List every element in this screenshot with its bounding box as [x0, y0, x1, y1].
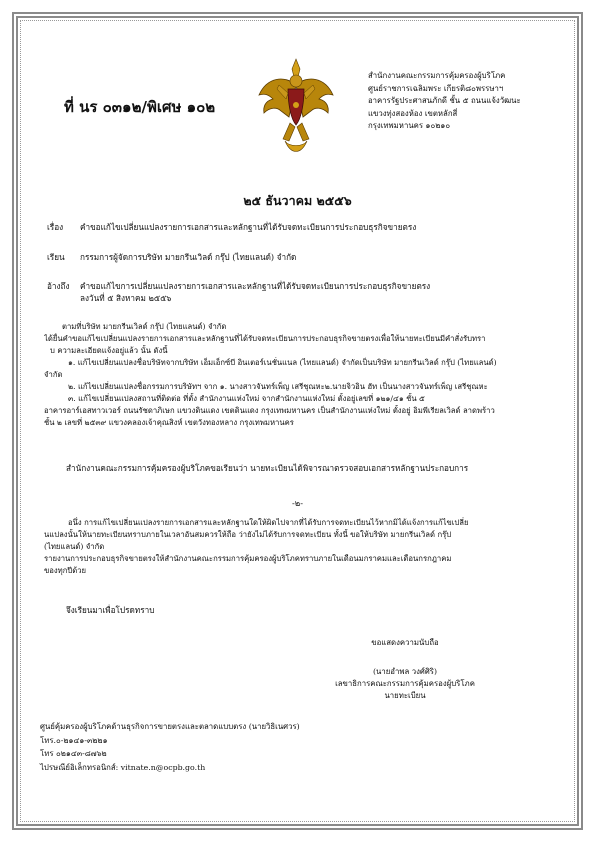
page-marker: -๒- [292, 498, 303, 508]
body-paragraph-2: สำนักงานคณะกรรมการคุ้มครองผู้บริโภคขอเรียนว่า นายทะเบียนได้พิจารณาตรวจสอบเอกสารหลักฐานประกอบการ [66, 463, 469, 473]
agency-line-1: สำนักงานคณะกรรมการคุ้มครองผู้บริโภค [368, 71, 506, 80]
footer-email: ไปรษณีย์อิเล็กทรอนิกส์: vitnate.n@ocpb.go.th [40, 762, 206, 772]
body1-line: ๓. แก้ไขเปลี่ยนแปลงสถานที่ติดต่อ ที่ตั้ง สำนักงานแห่งใหม่ จากสำนักงานแห่งใหม่ ตั้งอยู่เลขที่ ๑๒๑/๔๑ ชั้น ๕ [68, 394, 425, 403]
signature-title-1: เลขาธิการคณะกรรมการคุ้มครองผู้บริโภค [335, 679, 475, 688]
ref-line-1: คำขอแก้ไขการเปลี่ยนแปลงรายการเอกสารและหลักฐานที่ได้รับจดทะเบียนการประกอบธุรกิจขายตรง [80, 281, 431, 291]
to-text: กรรมการผู้จัดการบริษัท มายกรีนเวิลด์ กรุ๊ป (ไทยแลนด์) จำกัด [80, 252, 297, 262]
body3-line: รายงานการประกอบธุรกิจขายตรงให้สำนักงานคณะกรรมการคุ้มครองผู้บริโภคทราบภายในเดือนมกราคมและเดือนกรกฎาคม [44, 554, 452, 563]
body3-line: (ไทยแลนด์) จำกัด [44, 542, 105, 551]
closing-text: จึงเรียนมาเพื่อโปรดทราบ [66, 605, 155, 615]
body1-line: ได้ยื่นคำขอแก้ไขเปลี่ยนแปลงรายการเอกสารและหลักฐานที่ได้รับจดทะเบียนการประกอบธุรกิจขายตรงเพื่อให้นายทะเบียนมีคำสั่งรับทรา [44, 334, 486, 343]
to-label: เรียน [47, 252, 65, 262]
body1-line: ๑. แก้ไขเปลี่ยนแปลงชื่อบริษัทจากบริษัท เอ็มเอ็กซ์บี อินเตอร์เนชั่นแนล (ไทยแลนด์) จำกัดเป็นบริษัท มายกรีนเวิลด์ กรุ๊ป (ไทยแลนด์) [68, 358, 497, 367]
signature-title-2: นายทะเบียน [384, 691, 426, 700]
agency-address [368, 70, 521, 133]
garuda-emblem-icon [255, 55, 337, 165]
ref-label: อ้างถึง [47, 281, 70, 291]
body1-line: ตามที่บริษัท มายกรีนเวิลด์ กรุ๊ป (ไทยแลนด์) จำกัด [62, 322, 227, 331]
body3-line: ของทุกปีด้วย [44, 566, 87, 575]
body1-line: ๒. แก้ไขเปลี่ยนแปลงชื่อกรรมการบริษัทฯ จาก ๑. นางสาวจันทร์เพ็ญ เสรีชุณหะ๒.นายจิวอิน ฮัท เป็นนางสาวจันทร์เพ็ญ เสรีชุณหะ [68, 382, 488, 391]
body-paragraph-3 [44, 517, 565, 577]
body1-line: ชั้น ๒ เลขที่ ๒๕๓๙ แขวงคลองเจ้าคุณสิงห์ เขตวังทองหลาง กรุงเทพมหานคร [44, 418, 294, 427]
agency-line-2: ศูนย์ราชการเฉลิมพระ เกียรติ๘๐พรรษาฯ [368, 83, 504, 93]
agency-line-5: กรุงเทพมหานคร ๑๐๒๑๐ [368, 121, 451, 131]
footer-fax: โทร ๐๒๑๔๓-๘๗๖๒ [40, 749, 107, 758]
document-number: ที่ นร ๐๓๑๒/พิเศษ ๑๐๒ [64, 98, 216, 116]
document-date: ๒๕ ธันวาคม ๒๕๕๖ [243, 193, 352, 208]
body-paragraph-1 [44, 321, 565, 429]
body3-line: อนึ่ง การแก้ไขเปลี่ยนแปลงรายการเอกสารและหลักฐานใดให้ผิดไปจากที่ได้รับการจดทะเบียนไว้หากมิได้แจ้งการแก้ไขเปลี่ย [68, 518, 469, 527]
ref-line-2: ลงวันที่ ๕ สิงหาคม ๒๕๕๖ [80, 293, 172, 303]
subject-label: เรื่อง [47, 222, 64, 232]
agency-line-4: แขวงทุ่งสองห้อง เขตหลักสี่ [368, 108, 458, 118]
body1-line: อาคารอาร์เอสทาวเวอร์ ถนนรัชดาภิเษก แขวงดินแดง เขตดินแดง กรุงเทพมหานคร เป็นสำนักงานแห่งใหม่ ตั้งอยู่ อิมพีเรียลเวิลด์ ลาดพร้าว [44, 406, 495, 415]
body1-line: จำกัด [44, 370, 63, 379]
signature-regards: ขอแสดงความนับถือ [371, 638, 439, 647]
agency-line-3: อาคารรัฐประศาสนภักดี ชั้น ๕ ถนนแจ้งวัฒนะ [368, 96, 521, 106]
body3-line: นแปลงนั้นให้นายทะเบียนทราบภายในเวลาอันสมควรให้ถือ ว่ายังไม่ได้รับการจดทะเบียน ทั้งนี้ ขอให้บริษัท มายกรีนเวิลด์ กรุ๊ป [44, 530, 452, 539]
signature-name: (นายอำพล วงศ์ศิริ) [372, 667, 438, 676]
body1-line: บ ความละเอียดแจ้งอยู่แล้ว นั้น ดังนี้ [50, 346, 168, 355]
footer-office: ศูนย์คุ้มครองผู้บริโภคด้านธุรกิจการขายตรงและตลาดแบบตรง (นายวิธิเนศวร) [40, 722, 300, 731]
subject-text: คำขอแก้ไขเปลี่ยนแปลงรายการเอกสารและหลักฐานที่ได้รับจดทะเบียนการประกอบธุรกิจขายตรง [80, 222, 417, 232]
footer-contact [40, 720, 300, 774]
footer-phone: โทร.๐-๒๑๔๑-๓๒๒๑ [40, 735, 108, 745]
